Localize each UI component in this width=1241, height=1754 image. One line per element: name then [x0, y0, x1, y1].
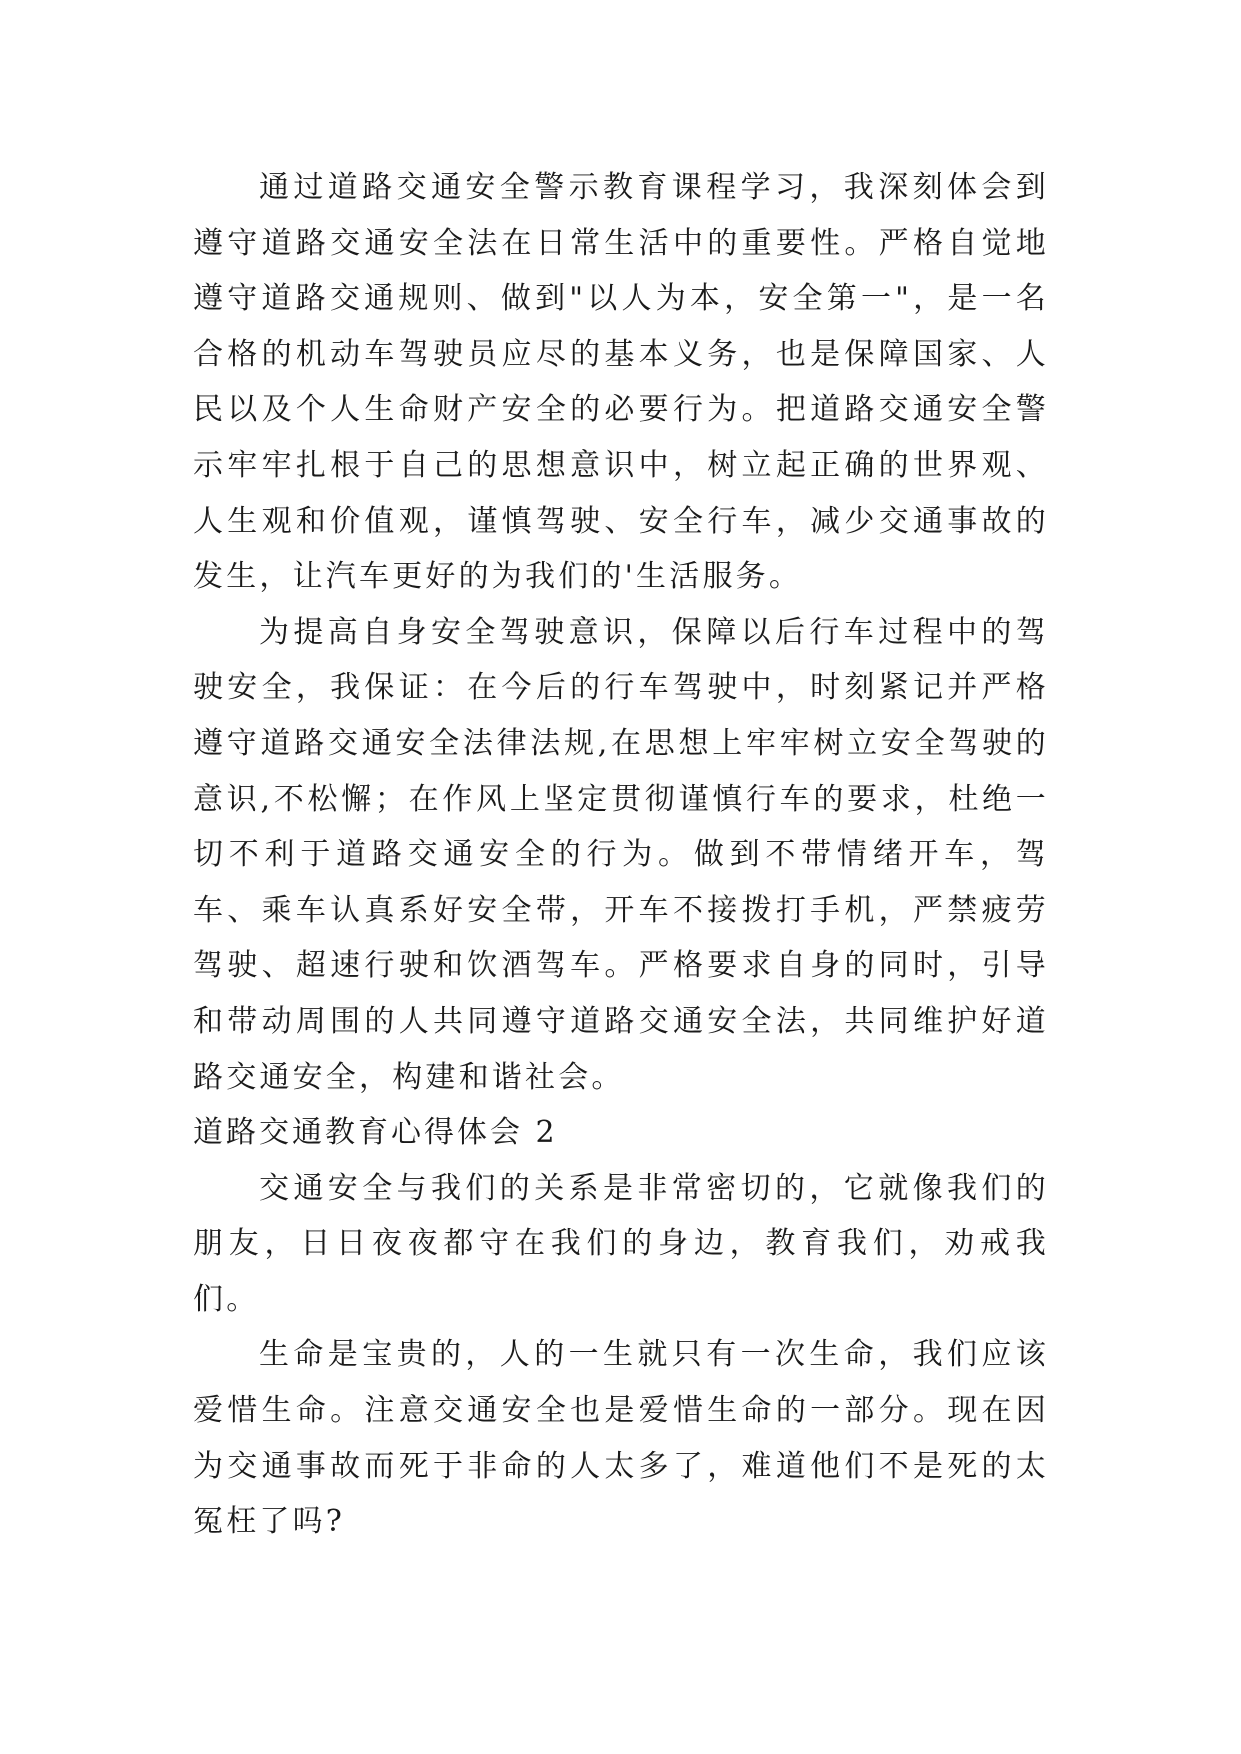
paragraph-cherish-life: 生命是宝贵的，人的一生就只有一次生命，我们应该爱惜生命。注意交通安全也是爱惜生命的一部分。现在因为交通事故而死于非命的人太多了，难道他们不是死的太冤枉了吗?	[193, 1337, 1049, 1540]
section-title: 道路交通教育心得体会 2	[193, 1115, 558, 1151]
paragraph-safe-driving-pledge: 为提高自身安全驾驶意识，保障以后行车过程中的驾驶安全，我保证：在今后的行车驾驶中，时刻紧记并严格遵守道路交通安全法律法规,在思想上牢牢树立安全驾驶的意识,不松懈；在作风上坚定贯彻谨慎行车的要求，杜绝一切不利于道路交通安全的行为。做到不带情绪开车，驾车、乘车认真系好安全带，开车不接拨打手机，严禁疲劳驾驶、超速行驶和饮酒驾车。严格要求自身的同时，引导和带动周围的人共同遵守道路交通安全法，共同维护好道路交通安全，构建和谐社会。	[193, 614, 1049, 1095]
document-body	[193, 160, 1049, 1550]
paragraph-traffic-safety-lesson: 通过道路交通安全警示教育课程学习，我深刻体会到遵守道路交通安全法在日常生活中的重要性。严格自觉地遵守道路交通规则、做到"以人为本，安全第一"，是一名合格的机动车驾驶员应尽的基本义务，也是保障国家、人民以及个人生命财产安全的必要行为。把道路交通安全警示牢牢扎根于自己的思想意识中，树立起正确的世界观、人生观和价值观，谨慎驾驶、安全行车，减少交通事故的发生，让汽车更好的为我们的'生活服务。	[193, 170, 1049, 595]
paragraph-traffic-safety-friend: 交通安全与我们的关系是非常密切的，它就像我们的朋友，日日夜夜都守在我们的身边，教育我们，劝戒我们。	[193, 1170, 1049, 1317]
